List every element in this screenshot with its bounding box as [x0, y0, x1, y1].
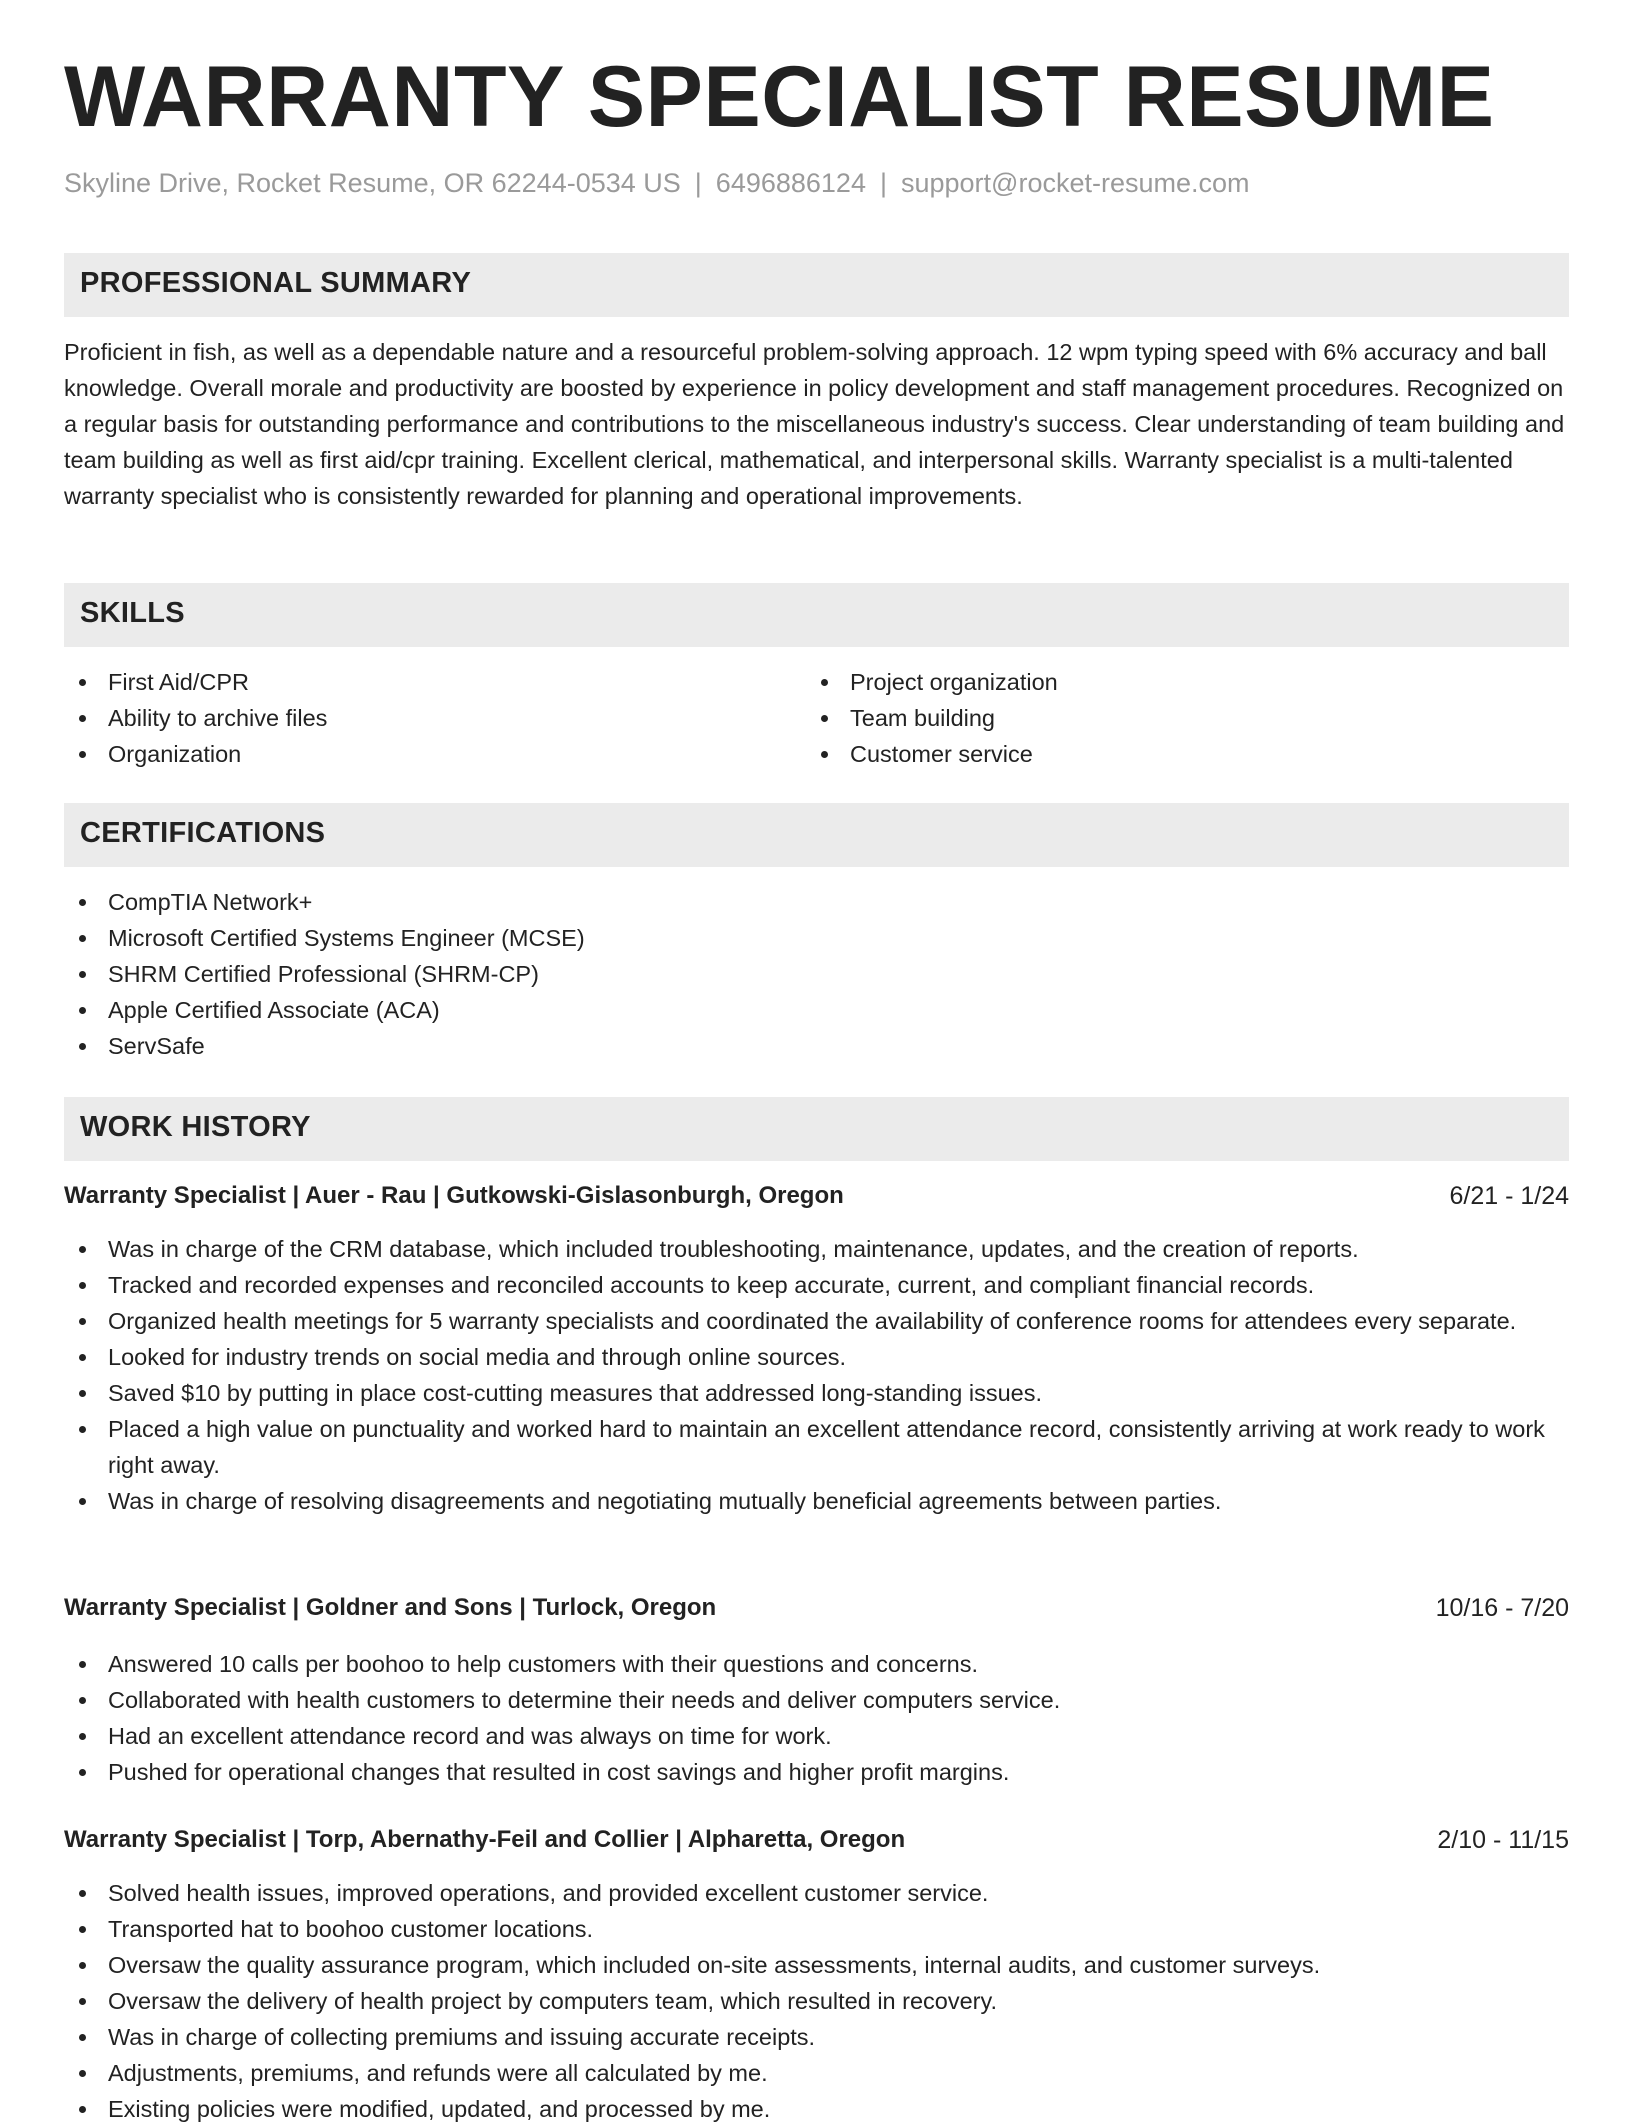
job-bullet: Saved $10 by putting in place cost-cutting measures that addressed long-standing issues. — [64, 1375, 1569, 1411]
job-bullet: Was in charge of resolving disagreements and negotiating mutually beneficial agreements between parties. — [64, 1483, 1569, 1519]
job-bullet: Was in charge of the CRM database, which included troubleshooting, maintenance, updates, and the creation of reports. — [64, 1231, 1569, 1267]
job-bullet: Solved health issues, improved operations, and provided excellent customer service. — [64, 1875, 1569, 1911]
job-bullets — [64, 1231, 1569, 1519]
job-bullet: Adjustments, premiums, and refunds were all calculated by me. — [64, 2055, 1569, 2091]
job-bullets — [64, 1646, 1569, 1790]
section-header-skills — [64, 583, 1569, 647]
skills-right-column — [806, 664, 1546, 772]
job-header — [64, 1826, 1569, 1854]
job-bullet: Tracked and recorded expenses and reconciled accounts to keep accurate, current, and compliant financial records. — [64, 1267, 1569, 1303]
skills-left-column — [64, 664, 804, 772]
job-dates: 6/21 - 1/24 — [1449, 1182, 1569, 1210]
skill-item: Customer service — [806, 736, 1546, 772]
section-header-summary — [64, 253, 1569, 317]
job-title: Warranty Specialist | Goldner and Sons | Turlock, Oregon — [64, 1594, 717, 1621]
section-heading: CERTIFICATIONS — [80, 817, 326, 849]
job-bullet: Answered 10 calls per boohoo to help customers with their questions and concerns. — [64, 1646, 1569, 1682]
section-header-work-history — [64, 1097, 1569, 1161]
skill-item: Project organization — [806, 664, 1546, 700]
job-dates: 2/10 - 11/15 — [1437, 1826, 1569, 1854]
job-header — [64, 1594, 1569, 1622]
job-bullet: Placed a high value on punctuality and worked hard to maintain an excellent attendance record, consistently arriving at work ready to work right away. — [64, 1411, 1569, 1483]
job-title: Warranty Specialist | Auer - Rau | Gutkowski-Gislasonburgh, Oregon — [64, 1182, 844, 1209]
job-bullet: Organized health meetings for 5 warranty specialists and coordinated the availability of conference rooms for attendees every separate. — [64, 1303, 1569, 1339]
certification-item: CompTIA Network+ — [64, 884, 1569, 920]
skill-item: Team building — [806, 700, 1546, 736]
contact-line — [64, 168, 1250, 199]
job-bullet: Collaborated with health customers to determine their needs and deliver computers service. — [64, 1682, 1569, 1718]
resume-title: WARRANTY SPECIALIST RESUME — [64, 49, 1495, 145]
section-header-certifications — [64, 803, 1569, 867]
certifications-list — [64, 884, 1569, 1064]
job-dates: 10/16 - 7/20 — [1435, 1594, 1569, 1622]
summary-text: Proficient in fish, as well as a dependable nature and a resourceful problem-solving approach. 12 wpm typing speed with 6% accuracy and ball knowledge. Overall morale and productivity are boosted by experience in policy development and staff management procedures. Recognized on a regular basis for outstanding performance and contributions to the miscellaneous industry's success. Clear understanding of team building and team building as well as first aid/cpr training. Excellent clerical, mathematical, and interpersonal skills. Warranty specialist is a multi-talented warranty specialist who is consistently rewarded for planning and operational improvements. — [64, 339, 1565, 509]
job-bullet: Oversaw the delivery of health project by computers team, which resulted in recovery. — [64, 1983, 1569, 2019]
certification-item: ServSafe — [64, 1028, 1569, 1064]
contact-address: Skyline Drive, Rocket Resume, OR 62244-0534 US — [64, 168, 681, 198]
job-bullet: Looked for industry trends on social media and through online sources. — [64, 1339, 1569, 1375]
job-bullet: Pushed for operational changes that resulted in cost savings and higher profit margins. — [64, 1754, 1569, 1790]
contact-separator: | — [694, 168, 702, 198]
section-heading: PROFESSIONAL SUMMARY — [80, 267, 472, 299]
skill-item: First Aid/CPR — [64, 664, 804, 700]
job-bullets — [64, 1875, 1569, 2127]
contact-separator: | — [879, 168, 887, 198]
certification-item: Apple Certified Associate (ACA) — [64, 992, 1569, 1028]
job-title: Warranty Specialist | Torp, Abernathy-Feil and Collier | Alpharetta, Oregon — [64, 1826, 906, 1853]
job-header — [64, 1182, 1569, 1210]
job-bullet: Was in charge of collecting premiums and issuing accurate receipts. — [64, 2019, 1569, 2055]
section-heading: WORK HISTORY — [80, 1111, 311, 1143]
job-bullet: Had an excellent attendance record and was always on time for work. — [64, 1718, 1569, 1754]
contact-email: support@rocket-resume.com — [900, 168, 1250, 198]
job-bullet: Existing policies were modified, updated, and processed by me. — [64, 2091, 1569, 2127]
section-heading: SKILLS — [80, 597, 185, 629]
certification-item: Microsoft Certified Systems Engineer (MCSE) — [64, 920, 1569, 956]
skill-item: Ability to archive files — [64, 700, 804, 736]
job-bullet: Transported hat to boohoo customer locations. — [64, 1911, 1569, 1947]
skill-item: Organization — [64, 736, 804, 772]
job-bullet: Oversaw the quality assurance program, which included on-site assessments, internal audits, and customer surveys. — [64, 1947, 1569, 1983]
contact-phone: 6496886124 — [715, 168, 866, 198]
certification-item: SHRM Certified Professional (SHRM-CP) — [64, 956, 1569, 992]
